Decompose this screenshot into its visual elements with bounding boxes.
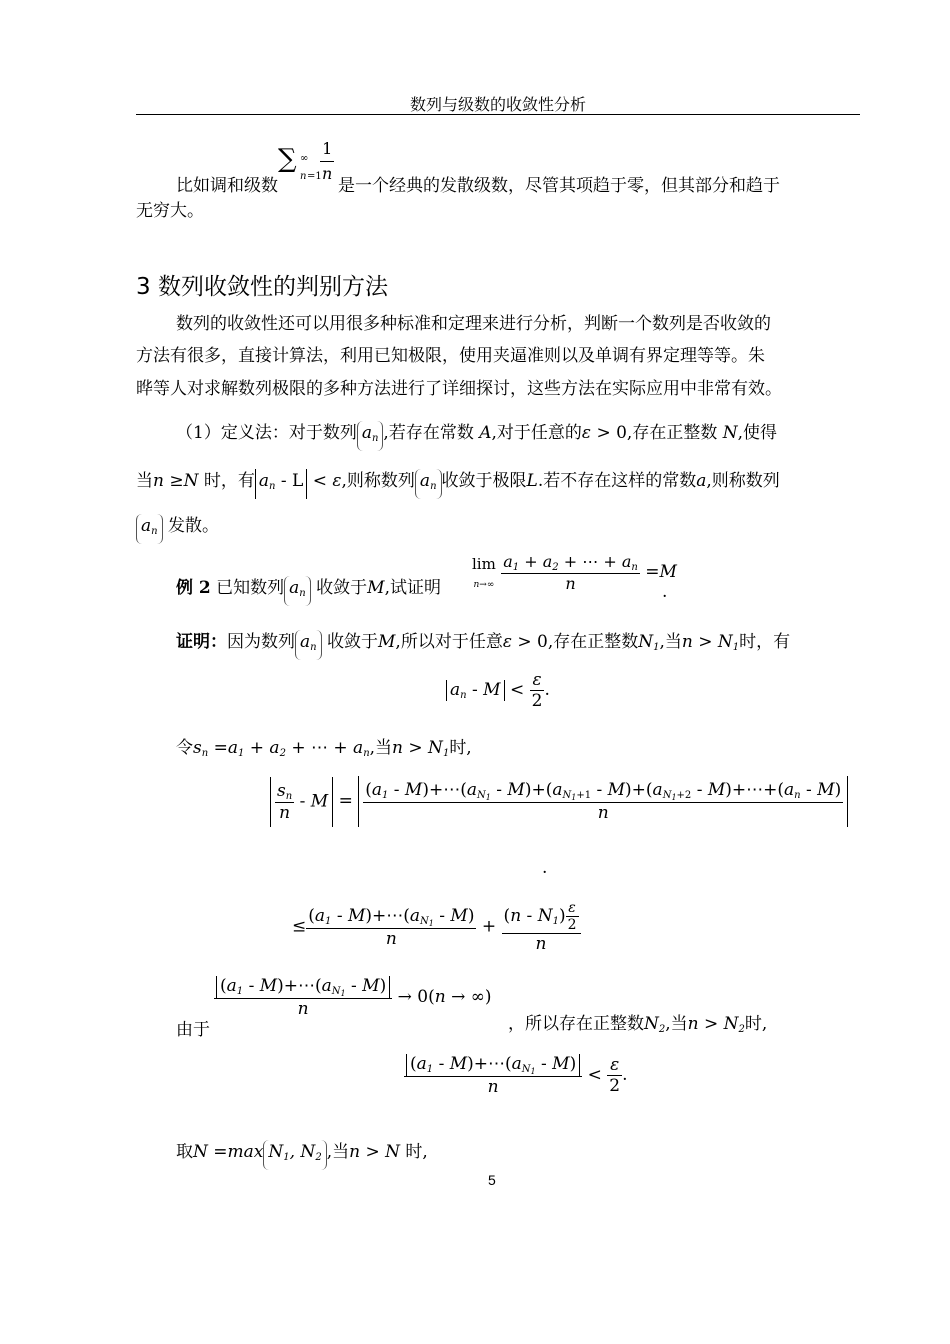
le-inequality: ≤ $\frac{(a_1 - M)+\cdots(a_{N_1} - M)}{n}$ + $(n - N_1)$ $\frac{\varepsilon}{2}$ n xyxy=(292,900,581,954)
text: 当 xyxy=(136,471,153,491)
text: ,试证明 xyxy=(384,578,441,598)
section-heading: 3 数列收敛性的判别方法 xyxy=(136,274,388,300)
text: 令 xyxy=(176,738,193,758)
sn-over-n-equality: $\frac{s_n}{n}$ - M = $\frac{(a_1 - M)+\cdots(a_{N_1} - M)+(a_{N_1+1} - M)+(a_{N_1+2} - M)+\cdots+(a_n - M)}{n}$ xyxy=(270,776,848,827)
math-n-gt-N1: $n > N_1$ xyxy=(681,632,740,653)
math-n-ge-N: n ≥N xyxy=(153,471,199,491)
methods-line2: 方法有很多，直接计算法，利用已知极限，使用夹逼准则以及单调有界定理等等。朱 xyxy=(136,346,765,366)
math-n-gt-N: n > N xyxy=(349,1142,400,1162)
text: 时, xyxy=(744,1014,768,1034)
proof-line1 xyxy=(176,630,790,660)
math-N-max: N =max $N_1$, $N_2$ xyxy=(193,1142,327,1162)
inequality-an-M: $a_n$ - M < $\frac{\varepsilon}{2}$ . xyxy=(446,670,550,711)
sequence-an: $a_n$ xyxy=(284,576,311,606)
math-L: L xyxy=(526,471,538,491)
math-N: N xyxy=(717,423,738,443)
math-M: M xyxy=(378,632,396,652)
text: ,则称数列 xyxy=(341,471,415,491)
math-epsilon-positive: ε > 0 xyxy=(581,423,627,443)
bound-inequality: $\frac{(a_1 - M)+\cdots(a_{N_1} - M)}{n}$ < $\frac{\varepsilon}{2}$ . xyxy=(404,1054,628,1097)
example-label: 例 2 xyxy=(176,578,211,598)
text: 时, xyxy=(405,1142,428,1162)
sequence-an: $a_n$ xyxy=(415,469,442,499)
text: 时, xyxy=(449,738,472,758)
text: 发散。 xyxy=(168,516,219,536)
text: 是一个经典的发散级数，尽管其项趋于零，但其部分和趋于 xyxy=(338,176,780,196)
take-N-line xyxy=(176,1140,428,1170)
math-M: M xyxy=(367,578,385,598)
example-limit-formula: lim n→∞ $\frac{a_1 + a_2 + \cdots + a_n}{n}$ =M xyxy=(472,552,677,593)
sequence-an: $a_n$ xyxy=(136,514,163,544)
math-N1: $N_1$ xyxy=(638,632,660,653)
text: ,当 xyxy=(326,1142,350,1162)
page-number: 5 xyxy=(488,1172,496,1188)
example-2 xyxy=(176,576,441,606)
text: 取 xyxy=(176,1142,193,1162)
let-sn-line xyxy=(176,736,472,766)
math-N2: $N_2$ xyxy=(644,1014,666,1035)
text: 收敛于极限 xyxy=(441,471,527,491)
running-header: 数列与级数的收敛性分析 xyxy=(136,92,860,115)
methods-line3: 晔等人对求解数列极限的多种方法进行了详细探讨，这些方法在实际应用中非常有效。 xyxy=(136,379,782,399)
harmonic-paragraph-line2: 无穷大。 xyxy=(136,201,204,221)
text: ,所以对于任意 xyxy=(395,632,503,652)
text: ,当 xyxy=(665,1014,688,1034)
harmonic-series-formula: ∑ ∞ n =1 $\frac{1}{n}$ xyxy=(278,139,333,183)
text: 比如调和级数 xyxy=(176,176,278,196)
text: ,存在正整数 xyxy=(626,423,718,443)
methods-line1: 数列的收敛性还可以用很多种标准和定理来进行分析，判断一个数列是否收敛的 xyxy=(176,314,771,334)
text: ,若存在常数 xyxy=(383,423,474,443)
definition-line3 xyxy=(136,514,219,544)
text: ,对于任意的 xyxy=(491,423,582,443)
harmonic-paragraph xyxy=(176,139,780,198)
text: ,存在正整数 xyxy=(547,632,639,652)
sequence-an: $a_n$ xyxy=(357,421,384,451)
math-n-gt-N1: $n > N_1$ xyxy=(392,738,450,759)
math-sn-def: $s_n =a_1 + a_2$ + ⋯ + $a_n$ xyxy=(193,738,370,759)
text: 已知数列 xyxy=(216,578,285,598)
math-a: a xyxy=(696,471,707,491)
math-n-gt-N2: $n > N_2$ xyxy=(687,1014,745,1035)
since-line xyxy=(508,1012,767,1042)
period: . xyxy=(542,858,548,878)
text: （1）定义法：对于数列 xyxy=(176,423,357,443)
math-lt-epsilon: < ε xyxy=(307,471,342,491)
example-end: . xyxy=(662,582,668,602)
since-label: 由于 xyxy=(176,1020,210,1040)
text: 收敛于 xyxy=(327,632,378,652)
text: .若不存在这样的常数 xyxy=(537,471,697,491)
text: 时，有 xyxy=(203,471,255,491)
text: ,使得 xyxy=(737,423,778,443)
definition-line1 xyxy=(176,421,777,451)
text: ,当 xyxy=(369,738,393,758)
text: 因为数列 xyxy=(227,632,295,652)
text: 收敛于 xyxy=(316,578,368,598)
text: ,当 xyxy=(659,632,682,652)
math-A: A xyxy=(473,423,492,443)
math-epsilon-positive: ε > 0 xyxy=(502,632,548,652)
text: 时，有 xyxy=(739,632,791,652)
limit-to-zero: $\frac{(a_1 - M)+\cdots(a_{N_1} - M)}{n}$ → 0(n → ∞) xyxy=(214,976,492,1019)
sequence-an: $a_n$ xyxy=(295,630,322,660)
text: ,则称数列 xyxy=(706,471,780,491)
definition-line2 xyxy=(136,469,780,499)
proof-label: 证明： xyxy=(176,632,227,652)
math-abs-an-L: $a_n$ - L xyxy=(255,469,307,499)
text: ，所以存在正整数 xyxy=(508,1014,644,1034)
